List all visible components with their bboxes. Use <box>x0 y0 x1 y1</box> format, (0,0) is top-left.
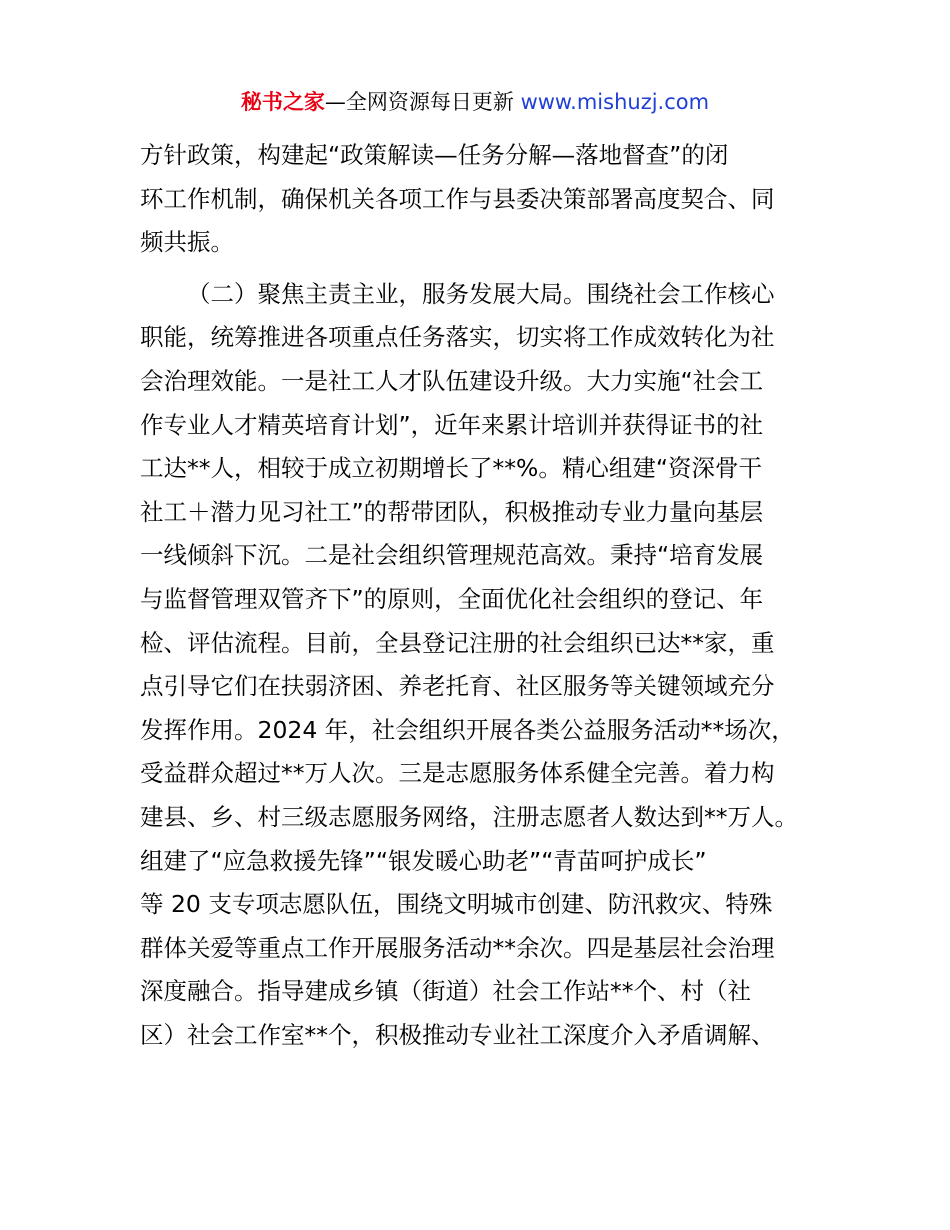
text-line: 建县、乡、村三级志愿服务网络，注册志愿者人数达到**万人。 <box>140 802 798 831</box>
text-line: 与监督管理双管齐下”的原则，全面优化社会组织的登记、年 <box>140 584 764 613</box>
paragraph-gap <box>140 265 840 273</box>
paragraph-2 <box>140 273 840 1058</box>
text-line: 环工作机制，确保机关各项工作与县委决策部署高度契合、同 <box>140 184 775 213</box>
text-line: 方针政策，构建起“政策解读—任务分解—落地督查”的闭 <box>140 141 729 169</box>
text-line: 频共振。 <box>140 228 234 257</box>
text-line: （二）聚焦主责主业，服务发展大局。围绕社会工作核心 <box>187 279 775 308</box>
text-line: 等 20 支专项志愿队伍，围绕文明城市创建、防汛救灾、特殊 <box>140 890 773 919</box>
text-line: 职能，统筹推进各项重点任务落实，切实将工作成效转化为社 <box>140 323 775 352</box>
text-line: 受益群众超过**万人次。三是志愿服务体系健全完善。着力构 <box>140 759 775 788</box>
text-line: 点引导它们在扶弱济困、养老托育、社区服务等关键领域充分 <box>140 672 775 701</box>
text-line: 社工＋潜力见习社工”的帮带团队，积极推动专业力量向基层 <box>140 497 764 526</box>
text-line: 区）社会工作室**个，积极推动专业社工深度介入矛盾调解、 <box>140 1020 775 1049</box>
site-url-link[interactable]: www.mishuzj.com <box>520 90 710 114</box>
text-line: 一线倾斜下沉。二是社会组织管理规范高效。秉持“培育发展 <box>140 541 764 570</box>
text-line: 会治理效能。一是社工人才队伍建设升级。大力实施“社会工 <box>140 366 764 395</box>
text-line: 工达**人，相较于成立初期增长了**%。精心组建“资深骨干 <box>140 454 763 483</box>
page-header <box>0 88 950 116</box>
document-body <box>140 134 840 1057</box>
header-tagline: —全网资源每日更新 <box>324 90 521 114</box>
text-line: 发挥作用。2024 年，社会组织开展各类公益服务活动**场次， <box>140 715 795 744</box>
text-line: 组建了“应急救援先锋”“银发暖心助老”“青苗呵护成长” <box>140 846 707 875</box>
paragraph-1 <box>140 134 840 265</box>
text-line: 深度融合。指导建成乡镇（街道）社会工作站**个、村（社 <box>140 977 751 1006</box>
text-line: 检、评估流程。目前，全县登记注册的社会组织已达**家，重 <box>140 628 775 657</box>
text-line: 作专业人才精英培育计划”，近年来累计培训并获得证书的社 <box>140 410 764 439</box>
text-line: 群体关爱等重点工作开展服务活动**余次。四是基层社会治理 <box>140 933 775 962</box>
brand-name: 秘书之家 <box>240 90 325 114</box>
